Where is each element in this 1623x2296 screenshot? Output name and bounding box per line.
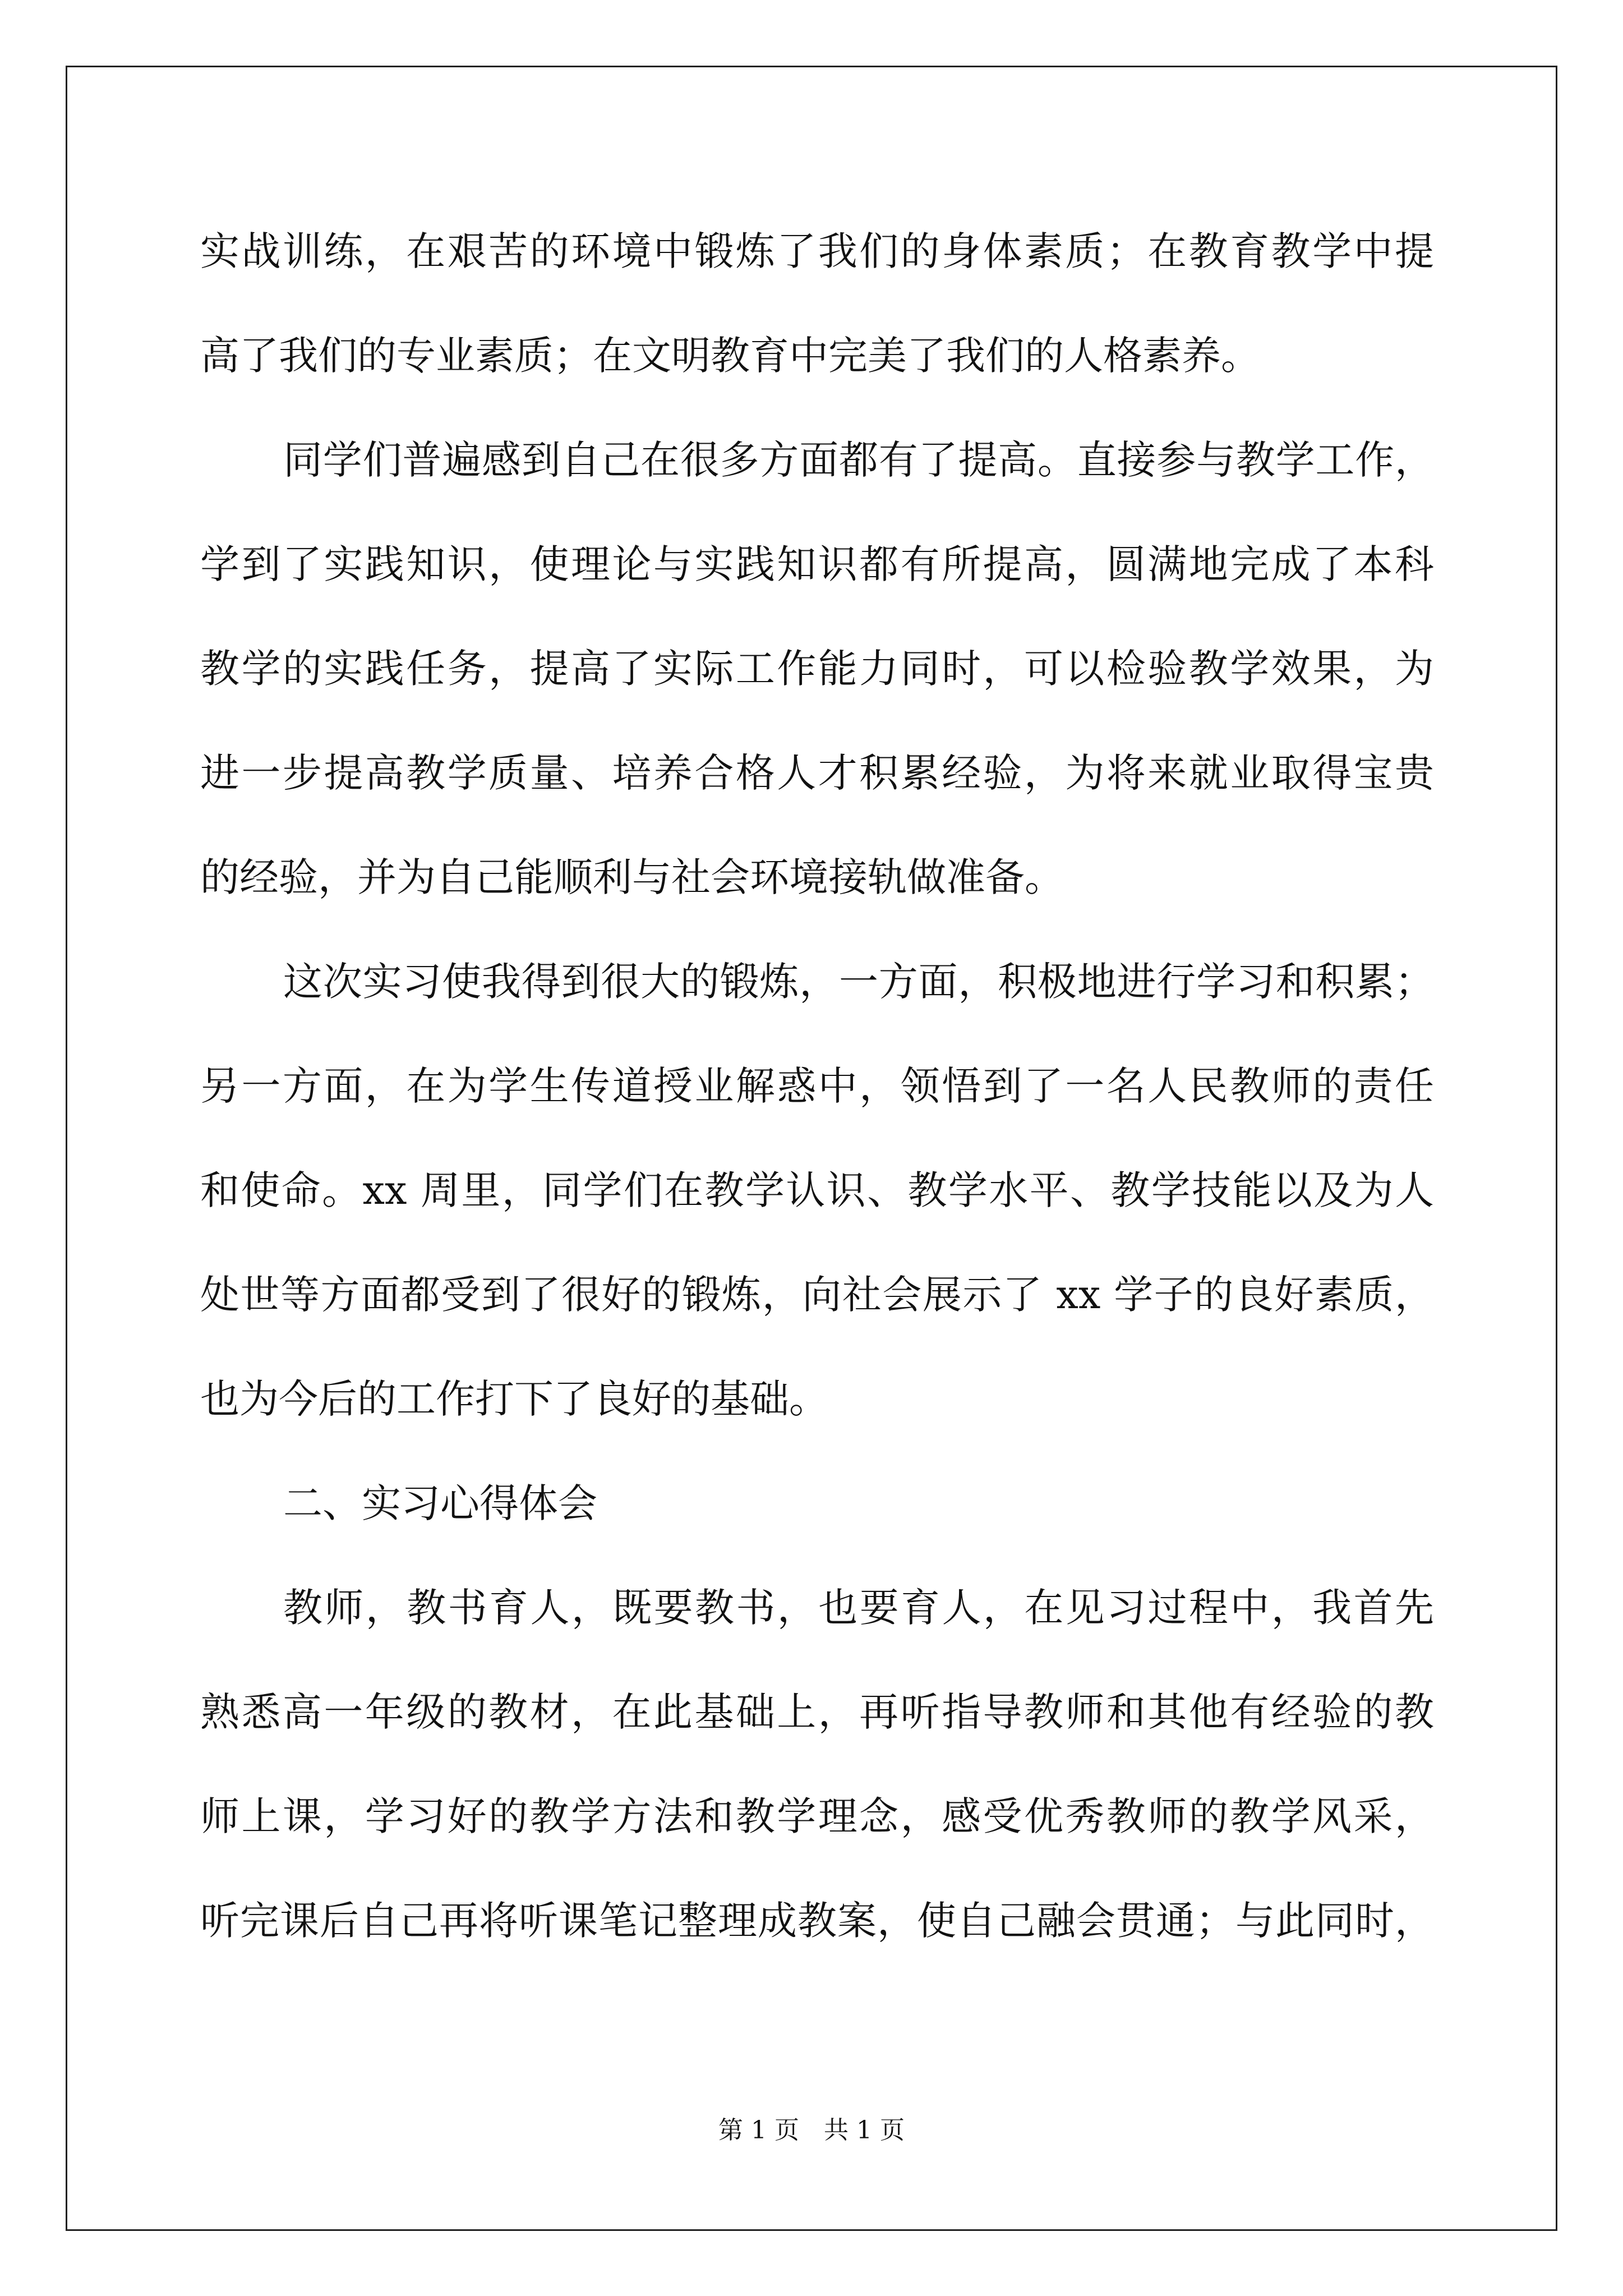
text-line: 教学的实践任务，提高了实际工作能力同时，可以检验教学效果，为 [200,646,1434,692]
text-line: 处世等方面都受到了很好的锻炼，向社会展示了 xx 学子的良好素质， [200,1272,1434,1318]
paragraph-start-line: 同学们普遍感到自己在很多方面都有了提高。直接参与教学工作， [283,437,1434,483]
text-line: 另一方面，在为学生传道授业解惑中，领悟到了一名人民教师的责任 [200,1063,1434,1109]
page-footer: 第 1 页 共 1 页 [718,2116,905,2145]
paragraph-start-line: 这次实习使我得到很大的锻炼，一方面，积极地进行学习和积累； [283,959,1434,1005]
text-line: 听完课后自己再将听课笔记整理成教案，使自己融会贯通；与此同时， [200,1898,1434,1944]
document-body [200,218,1434,1991]
text-line: 师上课，学习好的教学方法和教学理念，感受优秀教师的教学风采， [200,1793,1434,1839]
text-line: 的经验，并为自己能顺利与社会环境接轨做准备。 [200,854,1064,900]
text-line: 高了我们的专业素质；在文明教育中完美了我们的人格素养。 [200,333,1260,379]
text-line: 和使命。xx 周里，同学们在教学认识、教学水平、教学技能以及为人 [200,1167,1434,1213]
text-line: 学到了实践知识，使理论与实践知识都有所提高，圆满地完成了本科 [200,541,1434,587]
section-heading: 二、实习心得体会 [283,1480,597,1526]
paragraph-start-line: 教师，教书育人，既要教书，也要育人，在见习过程中，我首先 [283,1585,1434,1631]
text-line: 实战训练，在艰苦的环境中锻炼了我们的身体素质；在教育教学中提 [200,228,1434,274]
text-line: 熟悉高一年级的教材，在此基础上，再听指导教师和其他有经验的教 [200,1689,1434,1735]
text-line: 也为今后的工作打下了良好的基础。 [200,1376,828,1422]
text-line: 进一步提高教学质量、培养合格人才积累经验，为将来就业取得宝贵 [200,750,1434,796]
